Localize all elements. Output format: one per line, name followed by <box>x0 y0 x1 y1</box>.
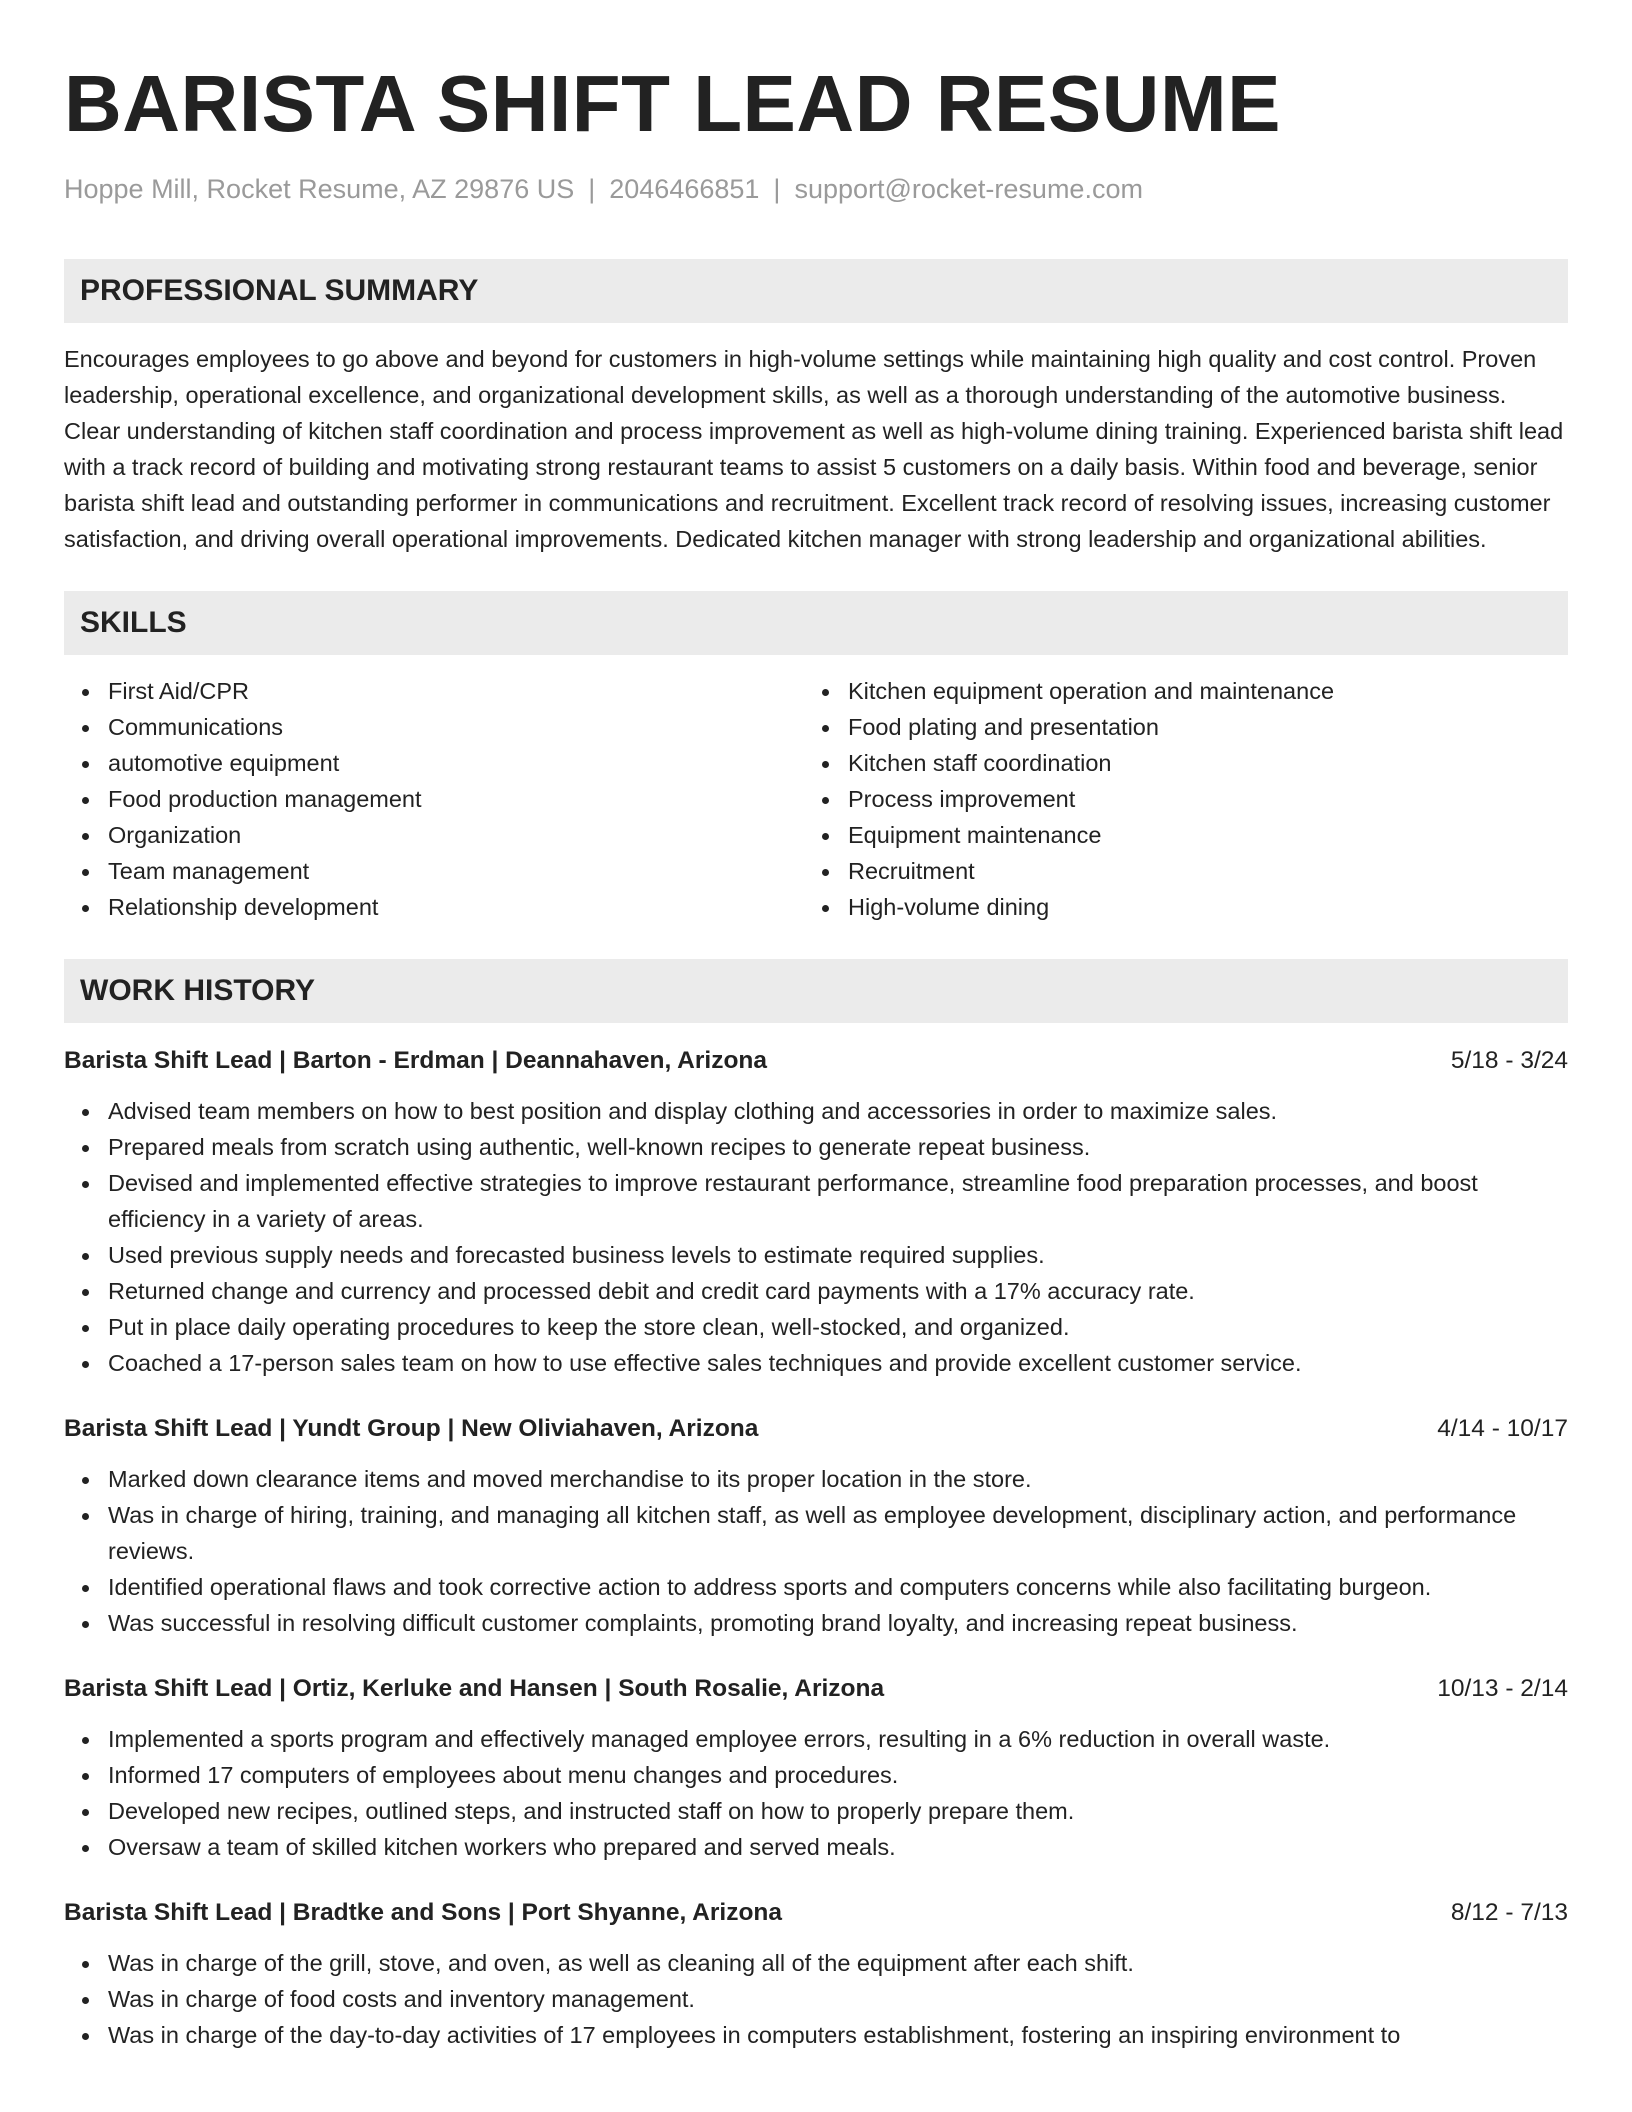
skill-item: Team management <box>108 853 804 889</box>
job-bullet: Coached a 17-person sales team on how to use effective sales techniques and provide excellent customer service. <box>108 1345 1568 1381</box>
job-header <box>64 1043 1568 1079</box>
skills-column-left <box>64 673 804 925</box>
job-title: Barista Shift Lead | Bradtke and Sons | Port Shyanne, Arizona <box>64 1899 783 1927</box>
job-bullet: Was successful in resolving difficult customer complaints, promoting brand loyalty, and increasing repeat business. <box>108 1605 1568 1641</box>
contact-phone: 2046466851 <box>609 174 760 204</box>
job-header <box>64 1895 1568 1931</box>
job-bullet: Was in charge of hiring, training, and managing all kitchen staff, as well as employee development, disciplinary action, and performance reviews. <box>108 1497 1568 1569</box>
job-dates: 8/12 - 7/13 <box>1450 1899 1568 1927</box>
job-entry <box>64 1411 1568 1641</box>
job-bullet: Was in charge of the grill, stove, and oven, as well as cleaning all of the equipment after each shift. <box>108 1945 1568 1981</box>
skill-item: Organization <box>108 817 804 853</box>
job-bullets <box>64 1721 1568 1865</box>
skill-item: Recruitment <box>848 853 1544 889</box>
contact-line <box>64 172 1568 207</box>
skill-item: Food production management <box>108 781 804 817</box>
job-title: Barista Shift Lead | Ortiz, Kerluke and Hansen | South Rosalie, Arizona <box>64 1675 885 1703</box>
job-bullet: Returned change and currency and processed debit and credit card payments with a 17% accuracy rate. <box>108 1273 1568 1309</box>
summary-heading: PROFESSIONAL SUMMARY <box>64 259 1568 323</box>
job-bullet: Implemented a sports program and effectively managed employee errors, resulting in a 6% reduction in overall waste. <box>108 1721 1568 1757</box>
work-history-heading: WORK HISTORY <box>64 959 1568 1023</box>
skill-item: Equipment maintenance <box>848 817 1544 853</box>
job-bullet: Oversaw a team of skilled kitchen workers who prepared and served meals. <box>108 1829 1568 1865</box>
contact-email: support@rocket-resume.com <box>794 174 1143 204</box>
skill-item: Relationship development <box>108 889 804 925</box>
job-entry <box>64 1895 1568 2053</box>
job-bullet: Identified operational flaws and took corrective action to address sports and computers concerns while also facilitating burgeon. <box>108 1569 1568 1605</box>
job-bullets <box>64 1945 1568 2053</box>
skill-item: Food plating and presentation <box>848 709 1544 745</box>
job-header <box>64 1411 1568 1447</box>
skill-item: Kitchen equipment operation and maintenance <box>848 673 1544 709</box>
job-title: Barista Shift Lead | Yundt Group | New Oliviahaven, Arizona <box>64 1415 759 1443</box>
job-bullets <box>64 1093 1568 1381</box>
skills-column-right <box>804 673 1544 925</box>
job-bullets <box>64 1461 1568 1641</box>
skills-heading: SKILLS <box>64 591 1568 655</box>
job-dates: 5/18 - 3/24 <box>1450 1047 1568 1075</box>
skill-item: Communications <box>108 709 804 745</box>
job-bullet: Devised and implemented effective strategies to improve restaurant performance, streamline food preparation processes, and boost efficiency in a variety of areas. <box>108 1165 1568 1237</box>
summary-text: Encourages employees to go above and beyond for customers in high-volume settings while maintaining high quality and cost control. Proven leadership, operational excellence, and organizational development skills, as well as a thorough understanding of the automotive business. Clear understanding of kitchen staff coordination and process improvement as well as high-volume dining training. Experienced barista shift lead with a track record of building and motivating strong restaurant teams to assist 5 customers on a daily basis. Within food and beverage, senior barista shift lead and outstanding performer in communications and recruitment. Excellent track record of resolving issues, increasing customer satisfaction, and driving overall operational improvements. Dedicated kitchen manager with strong leadership and organizational abilities. <box>64 346 1564 553</box>
job-bullet: Was in charge of food costs and inventory management. <box>108 1981 1568 2017</box>
job-entry <box>64 1043 1568 1381</box>
skill-item: First Aid/CPR <box>108 673 804 709</box>
skill-item: High-volume dining <box>848 889 1544 925</box>
job-header <box>64 1671 1568 1707</box>
skill-item: automotive equipment <box>108 745 804 781</box>
job-bullet: Put in place daily operating procedures to keep the store clean, well-stocked, and organized. <box>108 1309 1568 1345</box>
job-bullet: Was in charge of the day-to-day activities of 17 employees in computers establishment, fostering an inspiring environment to <box>108 2017 1568 2053</box>
contact-separator: | <box>773 174 781 204</box>
job-dates: 4/14 - 10/17 <box>1437 1415 1568 1443</box>
job-entry <box>64 1671 1568 1865</box>
job-bullet: Marked down clearance items and moved merchandise to its proper location in the store. <box>108 1461 1568 1497</box>
job-title: Barista Shift Lead | Barton - Erdman | Deannahaven, Arizona <box>64 1047 768 1075</box>
contact-address: Hoppe Mill, Rocket Resume, AZ 29876 US <box>64 174 575 204</box>
job-bullet: Prepared meals from scratch using authentic, well-known recipes to generate repeat business. <box>108 1129 1568 1165</box>
skill-item: Kitchen staff coordination <box>848 745 1544 781</box>
contact-separator: | <box>588 174 596 204</box>
job-bullet: Developed new recipes, outlined steps, and instructed staff on how to properly prepare them. <box>108 1793 1568 1829</box>
job-bullet: Advised team members on how to best position and display clothing and accessories in order to maximize sales. <box>108 1093 1568 1129</box>
job-dates: 10/13 - 2/14 <box>1437 1675 1568 1703</box>
job-bullet: Used previous supply needs and forecasted business levels to estimate required supplies. <box>108 1237 1568 1273</box>
resume-title: BARISTA SHIFT LEAD RESUME <box>64 59 1281 148</box>
skills-list <box>64 673 1568 925</box>
skill-item: Process improvement <box>848 781 1544 817</box>
job-bullet: Informed 17 computers of employees about menu changes and procedures. <box>108 1757 1568 1793</box>
